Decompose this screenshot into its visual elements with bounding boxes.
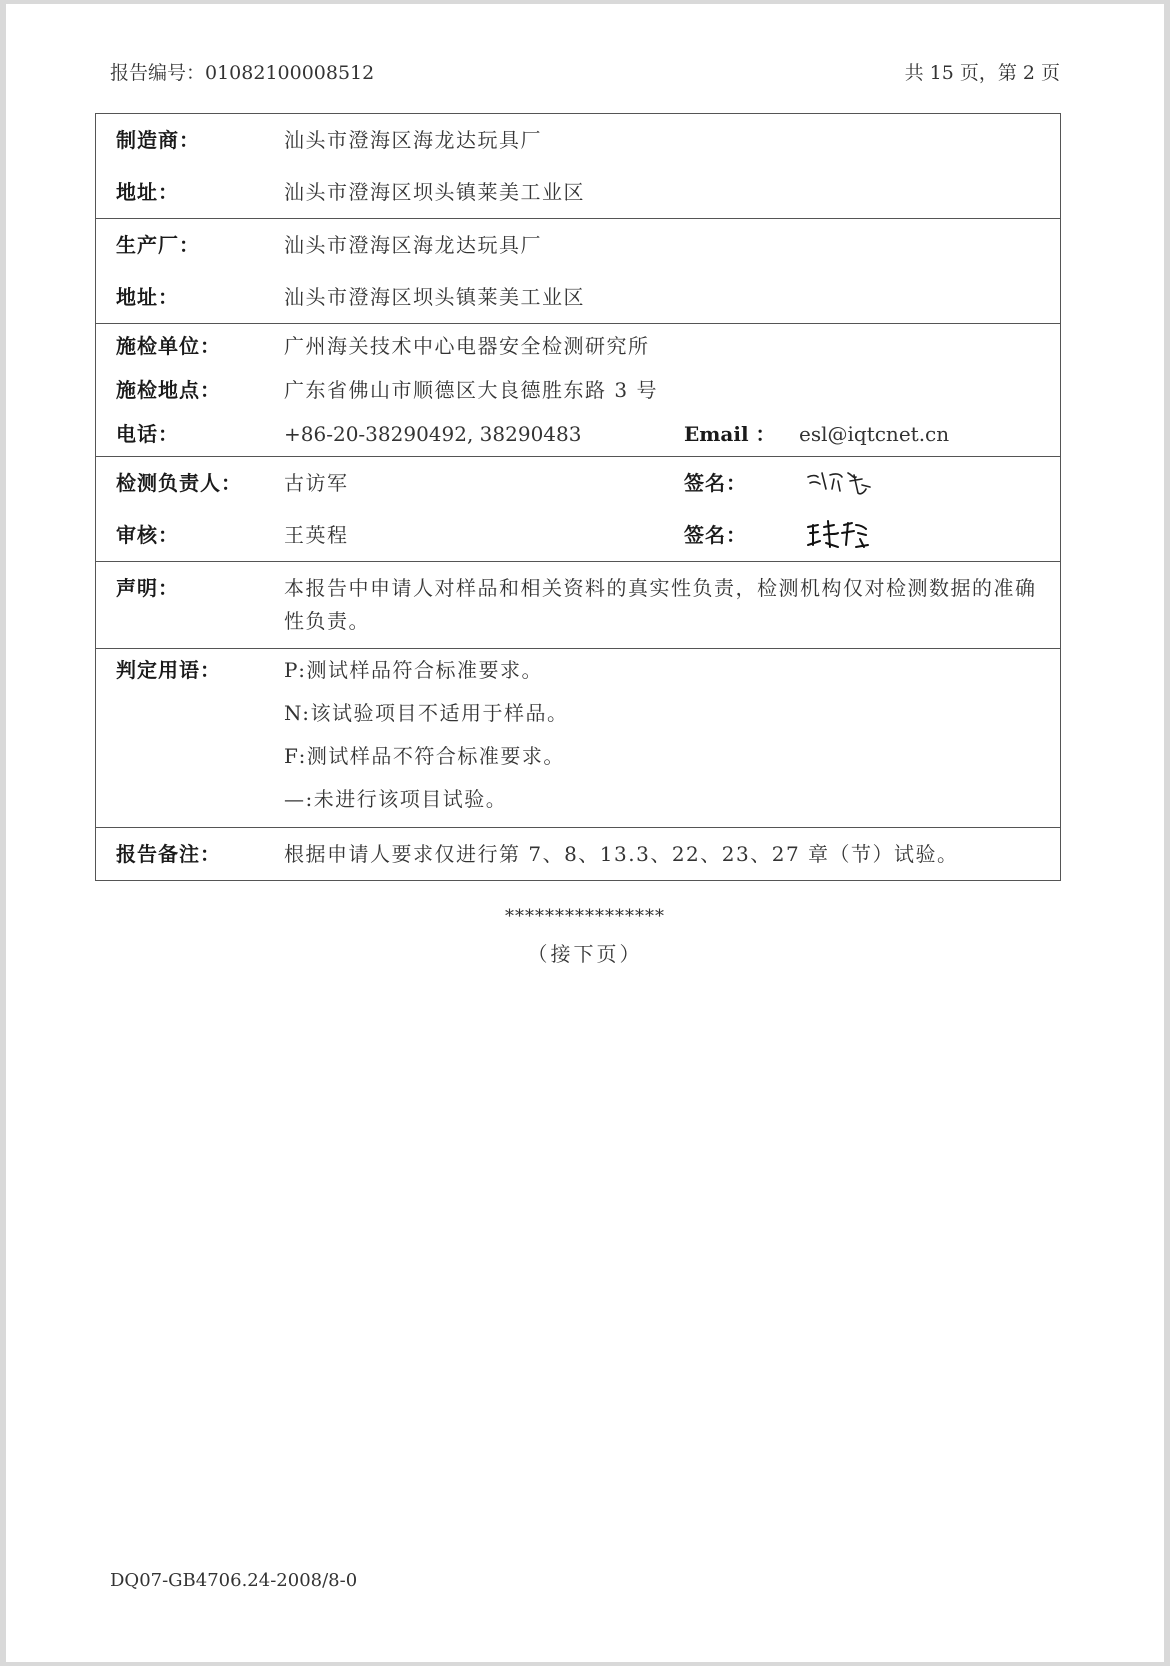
page-number: 共 15 页，第 2 页 <box>904 62 1060 84</box>
email-label: Email ： <box>684 422 776 446</box>
factory-row <box>96 219 1061 272</box>
report-number: 报告编号：01082100008512 <box>110 62 375 84</box>
tester-signature <box>804 465 884 499</box>
verdict-pass: P:测试样品符合标准要求。 <box>284 658 543 682</box>
reviewer-value: 王英程 <box>284 523 349 547</box>
factory-address-value: 汕头市澄海区坝头镇莱美工业区 <box>284 285 585 309</box>
inspection-location-label: 施检地点： <box>116 378 221 402</box>
inspection-unit-label: 施检单位： <box>96 324 285 369</box>
statement-text: 本报告中申请人对样品和相关资料的真实性负责，检测机构仅对检测数据的准确性负责。 <box>284 562 1061 649</box>
manufacturer-address-row <box>96 166 1061 219</box>
manufacturer-value: 汕头市澄海区海龙达玩具厂 <box>284 128 542 152</box>
reviewer-signature <box>804 517 874 553</box>
tester-sign-label: 签名： <box>684 471 747 495</box>
verdict-row <box>96 649 1061 828</box>
continue-note: （接下页） <box>527 942 643 966</box>
verdict-not-tested: —:未进行该项目试验。 <box>284 787 508 811</box>
phone-value: +86-20-38290492, 38290483 <box>284 422 582 446</box>
manufacturer-label: 制造商： <box>116 128 200 152</box>
inspection-location-row <box>96 368 1061 412</box>
reviewer-row <box>96 509 1061 562</box>
statement-row <box>96 562 1061 649</box>
phone-label: 电话： <box>116 422 179 446</box>
verdict-not-applicable: N:该试验项目不适用于样品。 <box>284 701 569 725</box>
verdict-list <box>284 649 1061 828</box>
verdict-fail: F:测试样品不符合标准要求。 <box>284 744 565 768</box>
tester-label: 检测负责人： <box>96 457 285 510</box>
page-header <box>110 58 1060 88</box>
remarks-label: 报告备注： <box>96 828 285 881</box>
reviewer-sign-label: 签名： <box>684 523 747 547</box>
remarks-row <box>96 828 1061 881</box>
remarks-text: 根据申请人要求仅进行第 7、8、13.3、22、23、27 章（节）试验。 <box>284 828 1061 881</box>
phone-row <box>96 412 1061 457</box>
footer-code: DQ07-GB4706.24-2008/8-0 <box>110 1570 358 1591</box>
tester-value: 古访军 <box>284 457 684 510</box>
manufacturer-address-value: 汕头市澄海区坝头镇莱美工业区 <box>284 180 585 204</box>
verdict-label: 判定用语： <box>96 649 285 828</box>
report-info-table <box>95 113 1061 881</box>
email-value: esl@iqtcnet.cn <box>799 422 950 446</box>
factory-value: 汕头市澄海区海龙达玩具厂 <box>284 219 1061 272</box>
factory-address-row <box>96 271 1061 324</box>
inspection-location-value: 广东省佛山市顺德区大良德胜东路 3 号 <box>284 378 658 402</box>
separator-stars: **************** <box>505 906 665 927</box>
statement-label: 声明： <box>96 562 285 649</box>
reviewer-label: 审核： <box>116 523 179 547</box>
inspection-unit-row <box>96 324 1061 369</box>
manufacturer-address-label: 地址： <box>116 180 179 204</box>
factory-address-label: 地址： <box>116 285 179 309</box>
inspection-unit-value: 广州海关技术中心电器安全检测研究所 <box>284 324 1061 369</box>
manufacturer-row <box>96 114 1061 167</box>
tester-row <box>96 457 1061 510</box>
factory-label: 生产厂： <box>96 219 285 272</box>
